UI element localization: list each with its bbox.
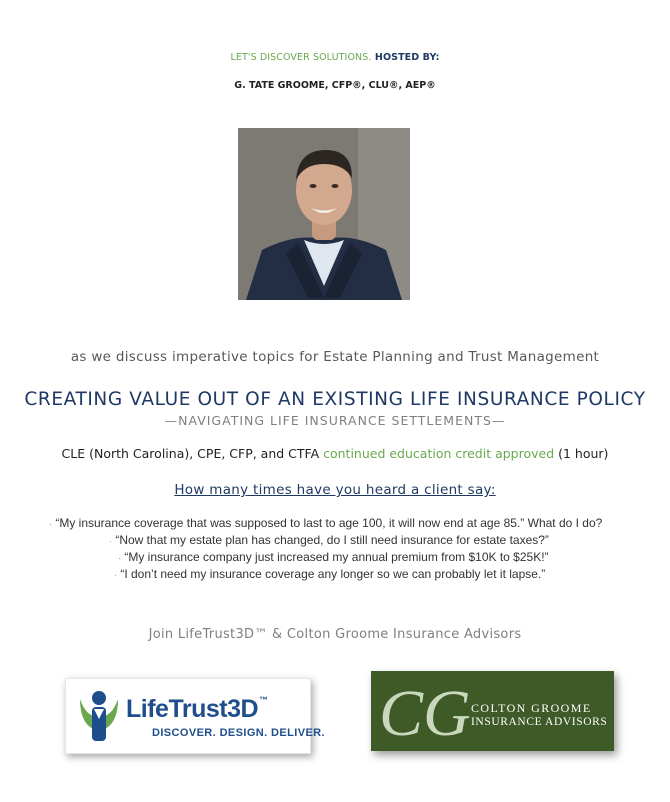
lifetrust-figure-icon (76, 687, 122, 745)
host-name: G. TATE GROOME, CFP®, CLU®, AEP® (234, 80, 436, 91)
trademark-symbol: ™ (259, 695, 268, 705)
join-invitation: Join LifeTrust3D™ & Colton Groome Insurance Advisors (148, 627, 522, 642)
client-quote (49, 516, 602, 530)
client-quote (109, 533, 549, 547)
bullet-icon: · (109, 536, 112, 546)
kicker-tagline: LET'S DISCOVER SOLUTIONS. (230, 52, 372, 63)
kicker-line (0, 52, 670, 63)
colton-groome-name: COLTON GROOME (471, 701, 592, 715)
host-portrait-photo (238, 128, 410, 300)
credit-approved: continued education credit approved (323, 446, 555, 461)
credit-line (0, 446, 670, 461)
event-subtitle: —NAVIGATING LIFE INSURANCE SETTLEMENTS— (164, 413, 506, 428)
intro-text: as we discuss imperative topics for Estate Planning and Trust Management (70, 349, 600, 365)
lifetrust3d-logo (65, 678, 325, 754)
colton-groome-logo (371, 671, 614, 751)
event-title: CREATING VALUE OUT OF AN EXISTING LIFE INSURANCE POLICY (24, 389, 646, 410)
quote-text: “My insurance company just increased my annual premium from $10K to $25K!” (124, 550, 549, 564)
bullet-icon: · (114, 570, 117, 580)
client-quote (118, 550, 549, 564)
cg-monogram-text: CG (379, 677, 471, 747)
bullet-icon: · (49, 519, 52, 529)
lifetrust-tagline: DISCOVER. DESIGN. DELIVER. (152, 727, 325, 739)
quote-text: “Now that my estate plan has changed, do I still need insurance for estate taxes?” (115, 533, 549, 547)
lifetrust-name (126, 695, 268, 724)
client-question-heading: How many times have you heard a client say: (174, 482, 496, 498)
kicker-hosted-by: HOSTED BY: (374, 52, 440, 63)
bullet-icon: · (118, 553, 121, 563)
cg-monogram-icon (377, 675, 473, 747)
lifetrust-name-text: LifeTrust3D (126, 695, 259, 723)
colton-groome-descriptor: INSURANCE ADVISORS (471, 716, 608, 728)
credit-designations: CLE (North Carolina), CPE, CFP, and CTFA (61, 446, 324, 461)
credit-duration: (1 hour) (554, 446, 609, 461)
quote-text: “I don’t need my insurance coverage any longer so we can probably let it lapse.” (120, 567, 546, 581)
client-quote (114, 567, 545, 581)
quote-text: “My insurance coverage that was supposed to last to age 100, it will now end at age 85.” What do I do? (55, 516, 603, 530)
